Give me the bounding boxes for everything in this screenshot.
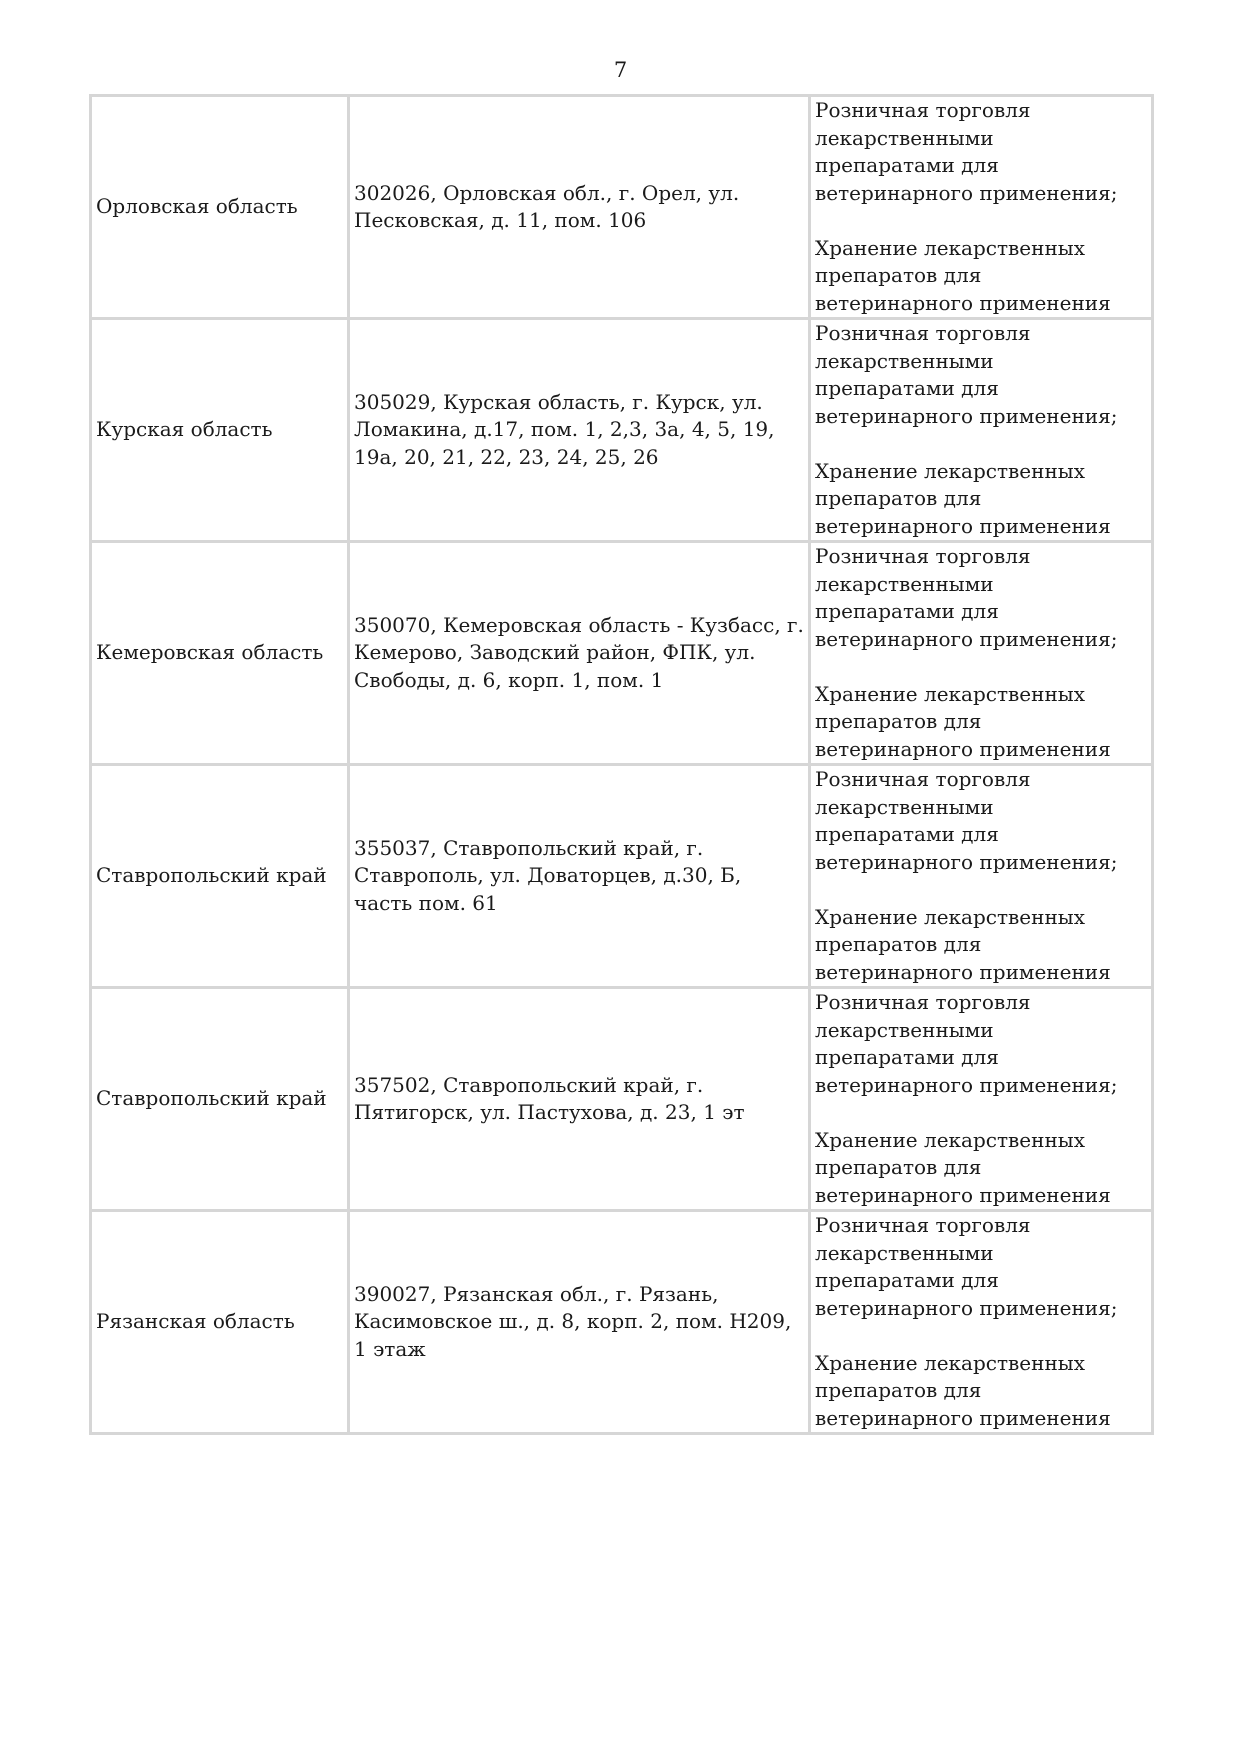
activity-line: ветеринарного применения; — [815, 1295, 1118, 1320]
address-cell: 305029, Курская область, г. Курск, ул. Ломакина, д.17, пом. 1, 2,3, 3а, 4, 5, 19, 19а, 20, 21, 22, 23, 24, 25, 26 — [349, 319, 810, 542]
activity-line: препаратами для — [815, 1268, 999, 1292]
activity-cell — [810, 542, 1153, 765]
activity-line: ветеринарного применения; — [815, 403, 1118, 428]
activity-line: лекарственными — [815, 1240, 994, 1265]
table-row — [91, 542, 1153, 765]
region-cell: Кемеровская область — [91, 542, 349, 765]
activity-line: Хранение лекарственных — [815, 1127, 1085, 1152]
region-cell: Рязанская область — [91, 1211, 349, 1434]
table-row — [91, 96, 1153, 319]
region-cell: Курская область — [91, 319, 349, 542]
activity-line: препаратов для — [815, 263, 982, 287]
region-cell: Ставропольский край — [91, 988, 349, 1211]
activity-line: препаратов для — [815, 1378, 982, 1402]
activity-line: Розничная торговля — [815, 544, 1031, 568]
activity-gap — [815, 430, 1147, 458]
activity-line: Розничная торговля — [815, 767, 1031, 791]
activity-line: препаратами для — [815, 822, 999, 846]
activity-line: Хранение лекарственных — [815, 1350, 1085, 1375]
region-cell: Орловская область — [91, 96, 349, 319]
activity-gap — [815, 207, 1147, 235]
activity-cell — [810, 988, 1153, 1211]
address-cell: 302026, Орловская обл., г. Орел, ул. Песковская, д. 11, пом. 106 — [349, 96, 810, 319]
page-number: 7 — [613, 58, 628, 82]
activity-line: ветеринарного применения; — [815, 626, 1118, 651]
activity-line: препаратов для — [815, 932, 982, 956]
activity-cell — [810, 96, 1153, 319]
activity-line: лекарственными — [815, 125, 994, 150]
activity-line: лекарственными — [815, 1017, 994, 1042]
activity-line: препаратами для — [815, 1045, 999, 1069]
activity-line: Розничная торговля — [815, 1213, 1031, 1237]
activity-line: ветеринарного применения; — [815, 180, 1118, 205]
activity-line: ветеринарного применения — [815, 959, 1111, 984]
activity-line: лекарственными — [815, 348, 994, 373]
activity-cell — [810, 765, 1153, 988]
address-cell: 355037, Ставропольский край, г. Ставрополь, ул. Доваторцев, д.30, Б, часть пом. 61 — [349, 765, 810, 988]
activity-line: Хранение лекарственных — [815, 458, 1085, 483]
address-cell: 357502, Ставропольский край, г. Пятигорск, ул. Пастухова, д. 23, 1 эт — [349, 988, 810, 1211]
address-cell: 350070, Кемеровская область - Кузбасс, г. Кемерово, Заводский район, ФПК, ул. Свободы, д. 6, корп. 1, пом. 1 — [349, 542, 810, 765]
activity-line: ветеринарного применения; — [815, 1072, 1118, 1097]
activity-line: препаратами для — [815, 153, 999, 177]
activity-gap — [815, 1099, 1147, 1127]
activity-line: препаратов для — [815, 709, 982, 733]
activity-line: Хранение лекарственных — [815, 235, 1085, 260]
activity-line: ветеринарного применения — [815, 1182, 1111, 1207]
activity-line: лекарственными — [815, 794, 994, 819]
activity-line: препаратами для — [815, 599, 999, 623]
activity-line: ветеринарного применения; — [815, 849, 1118, 874]
activity-cell — [810, 319, 1153, 542]
table-row — [91, 1211, 1153, 1434]
activity-gap — [815, 653, 1147, 681]
activity-line: препаратами для — [815, 376, 999, 400]
activity-line: ветеринарного применения — [815, 1405, 1111, 1430]
activity-line: Хранение лекарственных — [815, 681, 1085, 706]
activity-line: Розничная торговля — [815, 98, 1031, 122]
table-row — [91, 988, 1153, 1211]
activity-cell — [810, 1211, 1153, 1434]
activity-gap — [815, 1322, 1147, 1350]
activity-line: препаратов для — [815, 1155, 982, 1179]
table-row — [91, 765, 1153, 988]
activity-line: лекарственными — [815, 571, 994, 596]
table-row — [91, 319, 1153, 542]
activity-line: Розничная торговля — [815, 990, 1031, 1014]
activity-gap — [815, 876, 1147, 904]
locations-table — [89, 94, 1154, 1435]
activity-line: препаратов для — [815, 486, 982, 510]
activity-line: Хранение лекарственных — [815, 904, 1085, 929]
locations-table-body — [91, 96, 1153, 1434]
activity-line: ветеринарного применения — [815, 290, 1111, 315]
address-cell: 390027, Рязанская обл., г. Рязань, Касимовское ш., д. 8, корп. 2, пом. Н209, 1 этаж — [349, 1211, 810, 1434]
activity-line: ветеринарного применения — [815, 513, 1111, 538]
region-cell: Ставропольский край — [91, 765, 349, 988]
activity-line: Розничная торговля — [815, 321, 1031, 345]
activity-line: ветеринарного применения — [815, 736, 1111, 761]
